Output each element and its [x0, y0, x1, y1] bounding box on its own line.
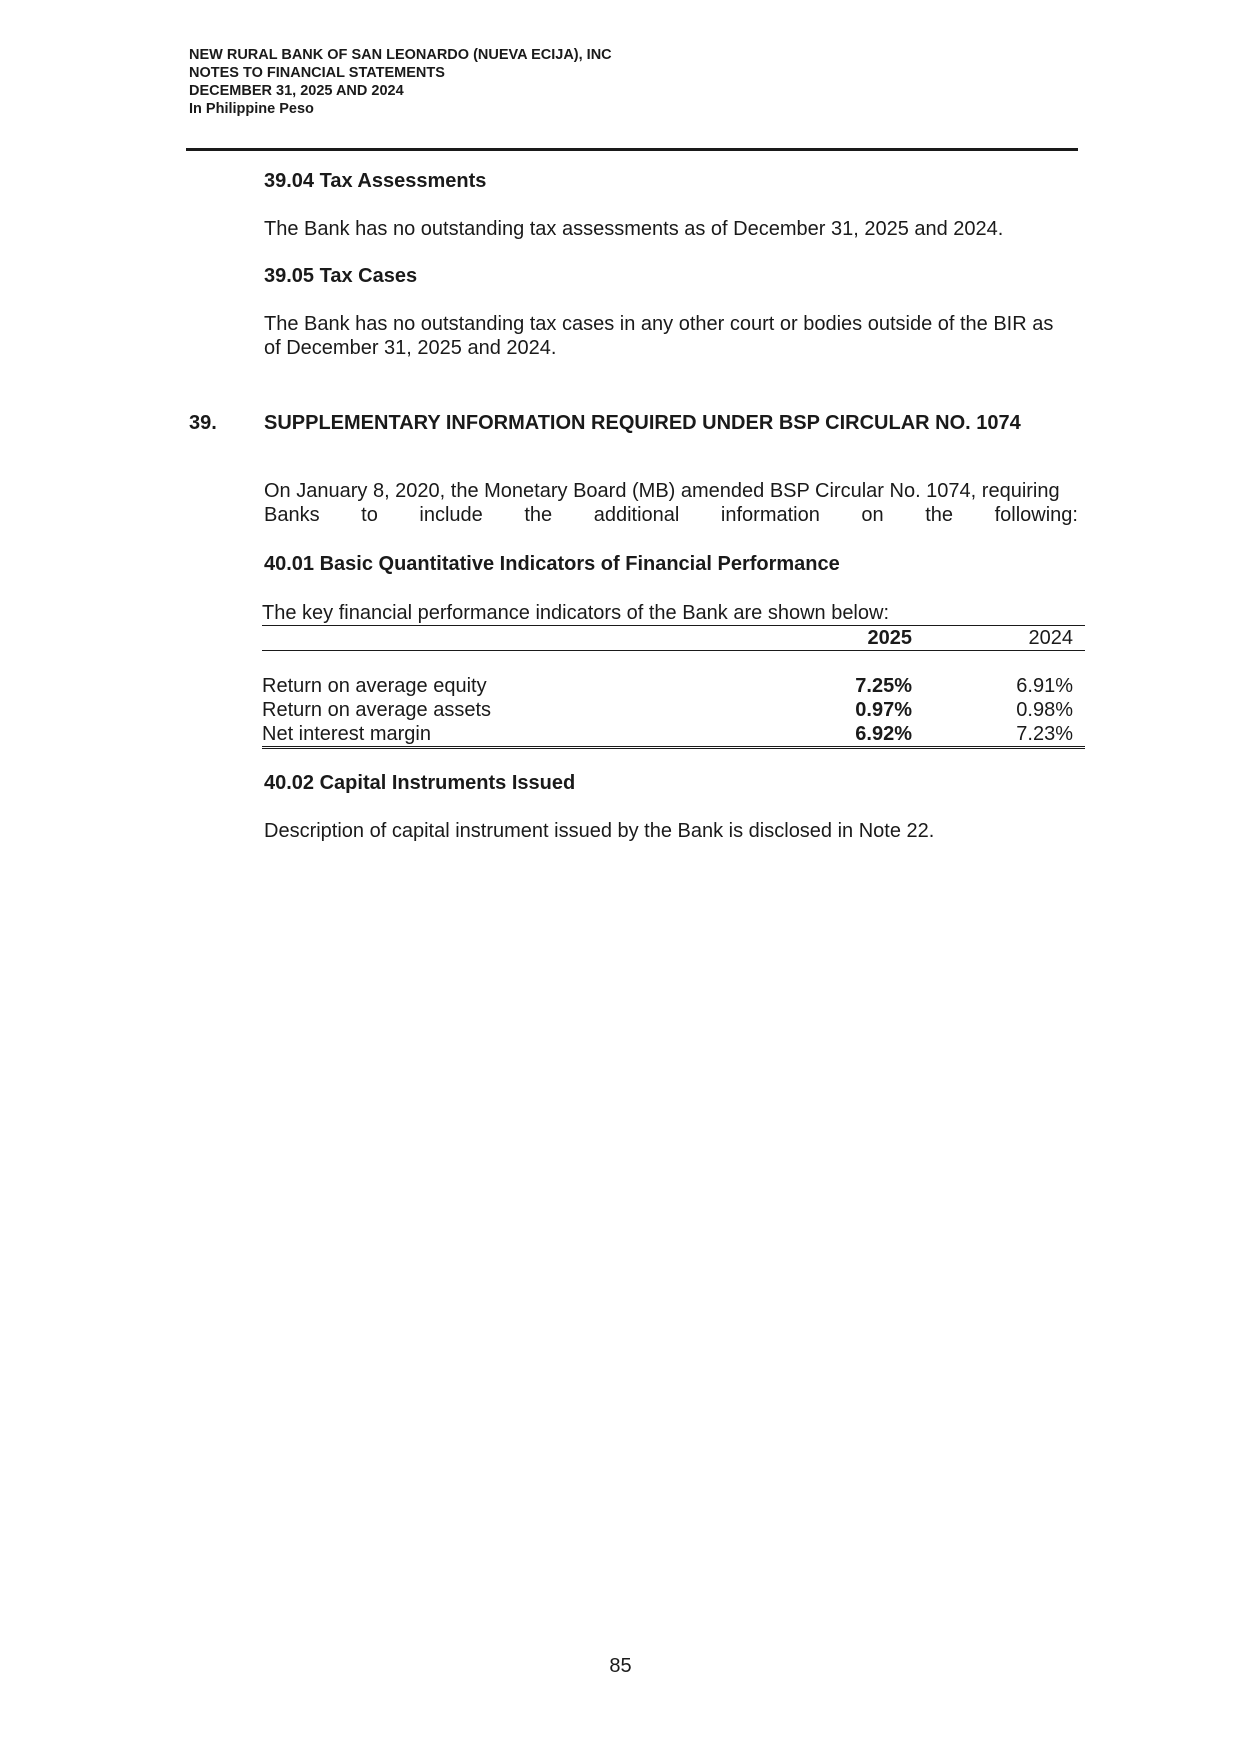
- value-2025: 0.97%: [855, 699, 912, 721]
- table-row: [262, 722, 1085, 746]
- table-row: [262, 698, 1085, 722]
- section-title: SUPPLEMENTARY INFORMATION REQUIRED UNDER BSP CIRCULAR NO. 1074: [264, 412, 1021, 434]
- intro-word: include: [419, 503, 483, 526]
- tax-assessments-body: The Bank has no outstanding tax assessments as of December 31, 2025 and 2024.: [264, 218, 1004, 240]
- tax-cases-heading: 39.05 Tax Cases: [264, 265, 418, 287]
- intro-word: to: [361, 503, 378, 526]
- intro-word: on: [861, 503, 884, 526]
- row-label: Return on average equity: [262, 675, 487, 697]
- value-2025: 6.92%: [855, 723, 912, 745]
- column-header-2024: 2024: [1028, 627, 1073, 649]
- table-row: [262, 674, 1085, 698]
- statement-title: NOTES TO FINANCIAL STATEMENTS: [189, 65, 445, 81]
- intro-word: the: [925, 503, 954, 526]
- capital-body: Description of capital instrument issued by the Bank is disclosed in Note 22.: [264, 820, 935, 842]
- tax-cases-body: [264, 313, 1078, 360]
- intro-word: following:: [994, 503, 1078, 526]
- row-label: Net interest margin: [262, 723, 431, 745]
- header-divider: [186, 148, 1078, 151]
- page-number: 85: [609, 1655, 632, 1677]
- tax-cases-line-2: of December 31, 2025 and 2024.: [264, 336, 557, 359]
- document-header: [189, 46, 612, 118]
- intro-word: information: [720, 503, 820, 526]
- intro-word: additional: [593, 503, 680, 526]
- company-name: NEW RURAL BANK OF SAN LEONARDO (NUEVA ECIJA), INC: [189, 47, 612, 63]
- intro-word: Banks: [264, 503, 320, 526]
- indicators-table: [262, 602, 1085, 749]
- currency-note: In Philippine Peso: [189, 101, 314, 117]
- value-2024: 6.91%: [1016, 675, 1073, 697]
- indicators-intro: The key financial performance indicators of the Bank are shown below:: [262, 602, 890, 624]
- section-intro: [264, 480, 1078, 527]
- capital-heading: 40.02 Capital Instruments Issued: [264, 772, 576, 794]
- section-intro-line-2: [264, 504, 1078, 528]
- value-2024: 7.23%: [1016, 723, 1073, 745]
- value-2025: 7.25%: [855, 675, 912, 697]
- tax-cases-line-1: The Bank has no outstanding tax cases in any other court or bodies outside of the BIR as: [264, 313, 1054, 335]
- row-label: Return on average assets: [262, 699, 492, 721]
- statement-period: DECEMBER 31, 2025 AND 2024: [189, 83, 404, 99]
- indicators-heading: 40.01 Basic Quantitative Indicators of Financial Performance: [264, 553, 840, 575]
- table-bottom-double-rule: [262, 746, 1085, 749]
- table-header-row: [262, 626, 1085, 650]
- section-intro-line-1: On January 8, 2020, the Monetary Board (MB) amended BSP Circular No. 1074, requiring: [264, 480, 1060, 502]
- value-2024: 0.98%: [1016, 699, 1073, 721]
- section-number: 39.: [189, 412, 217, 434]
- intro-word: the: [524, 503, 553, 526]
- tax-assessments-heading: 39.04 Tax Assessments: [264, 170, 487, 192]
- column-header-2025: 2025: [867, 627, 912, 649]
